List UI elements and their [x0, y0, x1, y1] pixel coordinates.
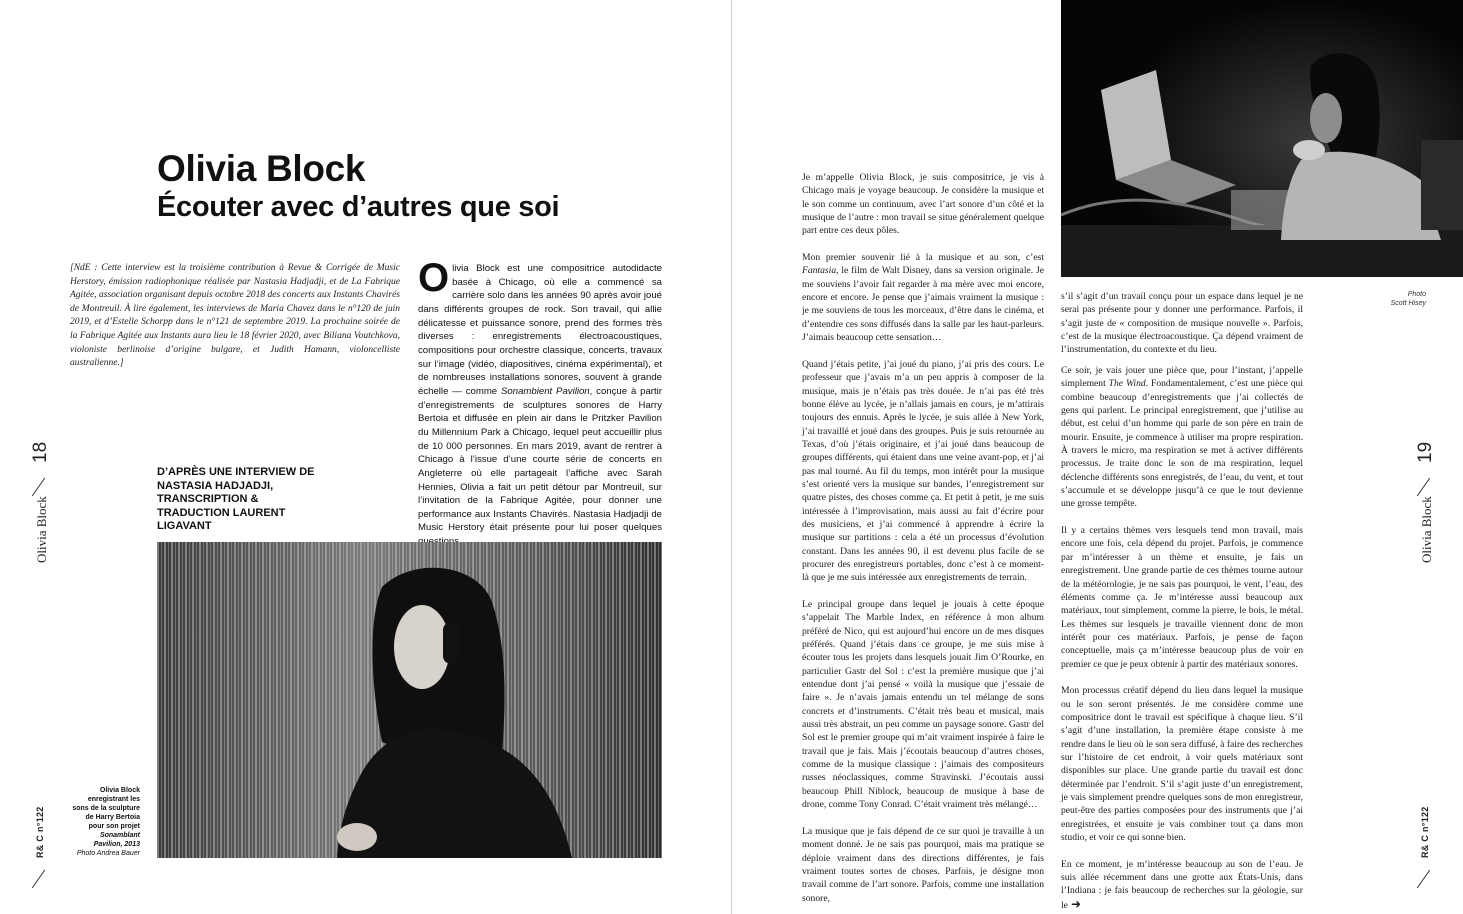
continue-arrow-icon: ➜ [1070, 896, 1081, 911]
paragraph: Ce soir, je vais jouer une pièce que, pour l’instant, j’appelle simplement The Wind. Fondamentalement, c’est une pièce qui combine beaucoup d’enregistrements que j’ai collectés de gens qui parlent. Le principal enregistrement, que j’utilise au début, est celui d’un homme qui parle de son père en train de mourir. Ensuite, je commence à utiliser ma propre respiration. À travers le micro, ma respiration se met à activer différents processus. Je traite donc le son de ma respiration, lequel déclenche différents sons enregistrés, de l’eau, du vent, et tout s’accumule et se développe jusqu’à ce que le tout devienne une grosse tempête. [1061, 365, 1303, 510]
article-title: Olivia Block [157, 148, 366, 189]
author-credit: D’APRÈS UNE INTERVIEW DE NASTASIA HADJADJI, TRANSCRIPTION & TRADUCTION LAURENT LIGAVANT [157, 466, 315, 533]
right-page [732, 0, 1463, 914]
text-column-2-top [1061, 290, 1303, 357]
intro-paragraph [418, 256, 662, 549]
paragraph: Quand j’étais petite, j’ai joué du piano, j’ai pris des cours. Le professeur que j’avais m’a un peu appris à composer de la musique, mais je n’étais pas très douée. Je n’ai pas été très bonne élève au lycée, je n’allais jamais en cours, je m’attirais toujours des ennuis. Après le lycée, je suis allée à New York, j’ai travaillé et joué dans des groupes. Puis je suis retournée au Texas, d’où j’étais originaire, et j’ai joué dans beaucoup de groupes différents, qui étaient dans une veine avant-pop, et j’ai pas mal tourné. Au fil du temps, mon intérêt pour la musique s’est orienté vers la musique sur bandes, l’enregistrement sur quatre pistes, des choses comme ça. Et petit à petit, je me suis intéressée à l’improvisation, mais aussi au fait d’écrire pour des musiciens, et j’ai commencé à apprendre à écrire la musique sur partitions : cela a été un processus d’évolution constant. Dans les années 90, il est devenu plus facile de se procurer des enregistreurs portables, donc c’est à ce moment-là que je me suis intéressée aux enregistrements de terrain. [802, 358, 1044, 584]
photo-credit [1344, 290, 1426, 308]
caption-name: Olivia Block [99, 787, 140, 794]
left-page [0, 0, 731, 914]
margin-slash [32, 870, 45, 889]
portrait-photo-illustration [157, 542, 662, 858]
paragraph: Je m’appelle Olivia Block, je suis compositrice, je vis à Chicago mais je voyage beaucoup. Je considère la musique et le son comme un continuum, avec l’art sonore d’un côté et la musique de l’autre : mon travail se situe généralement quelque part entre ces deux pôles. [802, 172, 1044, 237]
running-head: Olivia Block [1419, 496, 1434, 563]
margin-slash [32, 478, 45, 497]
photo-caption [60, 786, 140, 858]
issue-number: R& C n°122 [35, 806, 45, 858]
intro-text: livia Block est une compositrice autodidacte basée à Chicago, où elle a commencé sa carrière solo dans les années 90 après avoir joué dans différents groupes de rock. Son travail, qui allie délicatesse et puissance sonore, prend des formes très diverses : enregistrements électroacoustiques, compositions pour orchestre classique, concerts, travaux sur l’image (vidéo, diapositives, cinéma expérimental), et de nombreuses installations sonores, souvent à grande échelle — comme [418, 263, 662, 397]
caption-line: enregistrant les [87, 796, 140, 803]
drop-cap: O [418, 256, 450, 300]
paragraph: Le principal groupe dans lequel je jouais à cette époque s’appelait The Marble Index, en référence à mon album préféré de Nico, qui est aujourd’hui encore un de mes disques préférés. Quand j’étais dans ce groupe, je me suis mise à écouter tous les projets dans lesquels jouait Jim O’Rourke, en particulier Gastr del Sol : c’est la première musique que j’ai entendue dont j’ai pensé « voilà la musique que j’essaie de faire ». Je n’avais jamais entendu un tel mélange de sons concrets et d’instruments. C’était très beau et musical, mais aussi très abstrait, un peu comme un paysage sonore. Gastr del Sol est le premier groupe qui m’ait vraiment inspirée à faire le travail que je fais. Mais j’écoutais beaucoup d’autres choses, comme de la musique classique : j’aimais des compositeurs russes néoclassiques, comme Stravinski. J’écoutais aussi beaucoup Phill Niblock, beaucoup de musique à base de drone, comme Tony Conrad. C’était vraiment très mélangé… [802, 599, 1044, 811]
paragraph: Il y a certains thèmes vers lesquels tend mon travail, mais encore une fois, cela dépend du projet. Parfois, je commence par m’intéresser à un thème et ensuite, je fais un enregistrement. Une grande partie de ces thèmes tourne autour de la météorologie, je ne sais pas pourquoi, le vent, l’eau, des éléments comme ça. Je m’intéresse aussi beaucoup aux matériaux, tout simplement, comme la pierre, le bois, le métal. Les thèmes sur lesquels je travaille viennent donc de mon intérêt pour ces matériaux. Parfois, je pense de façon conceptuelle, mais ça m’intéresse beaucoup plus de voir en premier ce que je peux obtenir à partir des matériaux sonores. [1061, 525, 1303, 670]
editor-note: [NdE : Cette interview est la troisième contribution à Revue & Corrigée de Music Herstory, émission radiophonique réalisée par Nastasia Hadjadji, et de La Fabrique Agitée, association organisant depuis octobre 2018 des concerts aux Instants Chavirés de Montreuil. À lire également, les interviews de Maria Chavez dans le n°120 de juin 2019, et d’Estelle Schorpp dans le n°121 de septembre 2019. La prochaine soirée de la Fabrique Agitée aux Instants aura lieu le 18 février 2020, avec Biliana Voutchkova, violoniste berlinoise d’origine bulgare, et Judith Hamann, violoncelliste australienne.] [70, 263, 400, 369]
caption-line: Sonamblant [99, 832, 140, 839]
margin-slash [1417, 870, 1430, 889]
text-column-1 [802, 171, 1044, 905]
caption-line: pour son projet [88, 823, 140, 830]
text-column-2 [1061, 364, 1303, 912]
paragraph: s’il s’agit d’un travail conçu pour un espace dans lequel je ne serai pas présente pour y donner une performance. Parfois, il s’agit juste de « composition de musique nouvelle ». Parfois, c’est de la musique électroacoustique. Ça dépend vraiment de l’instrumentation, du contexte et du lieu. [1061, 291, 1303, 356]
portrait-photo [157, 542, 662, 858]
photo-credit-label: Photo [1407, 291, 1426, 298]
issue-number: R& C n°122 [1420, 806, 1430, 858]
running-head: Olivia Block [34, 496, 49, 563]
caption-photo-credit: Photo Andrea Bauer [76, 850, 140, 857]
page-number: 19 [1415, 441, 1436, 463]
intro-text: , conçue à partir d’enregistrements de sculptures sonores de Harry Bertoia et diffusée en plein air dans le Pritzker Pavilion du Millennium Park à Chicago, lequel peut accueillir plus de 10 000 personnes. En mars 2019, avant de rentrer à Chicago à l’issue d’une courte série de concerts en Angleterre où elle partageait l’affiche avec Sarah Hennies, Olivia a fait un petit détour par Montreuil, sur l’invitation de la Fabrique Agitée, pour donner une performance aux Instants Chavirés. Nastasia Hadjadji de Music Herstory était présente pour lui poser quelques [418, 385, 662, 534]
margin-slash [1417, 478, 1430, 497]
performance-photo-illustration [1061, 0, 1463, 277]
intro-italic: Sonambient Pavilion [501, 385, 590, 397]
paragraph: Mon premier souvenir lié à la musique et au son, c’est Fantasia, le film de Walt Disney, dans sa version originale. Je me souviens l’avoir fait regarder à ma mère avec moi encore, encore et encore. Je pense que j’aimais vraiment la musique : je me souviens de tous les morceaux, d’être dans le cinéma, et d’entendre ces sons diffusés dans la salle par les haut-parleurs. J’aimais beaucoup cette sensation… [802, 252, 1044, 344]
page-number: 18 [30, 441, 51, 463]
caption-line: Pavilion, 2013 [93, 841, 140, 848]
performance-photo [1061, 0, 1463, 277]
caption-line: de Harry Bertoia [85, 814, 140, 821]
caption-line: sons de la sculpture [72, 805, 140, 812]
photo-credit-name: Scott Hisey [1390, 300, 1426, 307]
paragraph: La musique que je fais dépend de ce sur quoi je travaille à un moment donné. Je ne sais pas pourquoi, mais ma pratique se déploie vraiment dans des directions différentes, je fais vraiment toutes sortes de choses. Parfois, je désigne mon travail comme de l’art sonore. Parfois, comme une installation sonore, [802, 825, 1044, 904]
paragraph: Mon processus créatif dépend du lieu dans lequel la musique ou le son seront présentés. Je me considère comme une compositrice dont le travail est spécifique à chaque lieu. S’il s’agit d’une installation, la première étape consiste à me rendre dans le lieu où le son sera diffusé, à faire des recherches sur l’histoire de cet endroit, à voir quels matériaux sont disponibles sur place. Une grande partie du travail est donc déterminée par l’endroit. S’il s’agit juste d’un enregistrement, je vais simplement prendre quelques sons de mon enregistreur, peut-être des parties composées pour des instruments que j’ai enregistrées, et ensuite je vais combiner tout ça dans mon studio, et voir ce qui sonne bien. [1061, 685, 1303, 844]
paragraph: En ce moment, je m’intéresse beaucoup au son de l’eau. Je suis allée récemment dans une grotte aux États-Unis, dans l’Indiana : je fais beaucoup de recherches sur la géologie, sur le ➜ [1061, 858, 1303, 911]
article-subtitle: Écouter avec d’autres que soi [157, 191, 560, 223]
